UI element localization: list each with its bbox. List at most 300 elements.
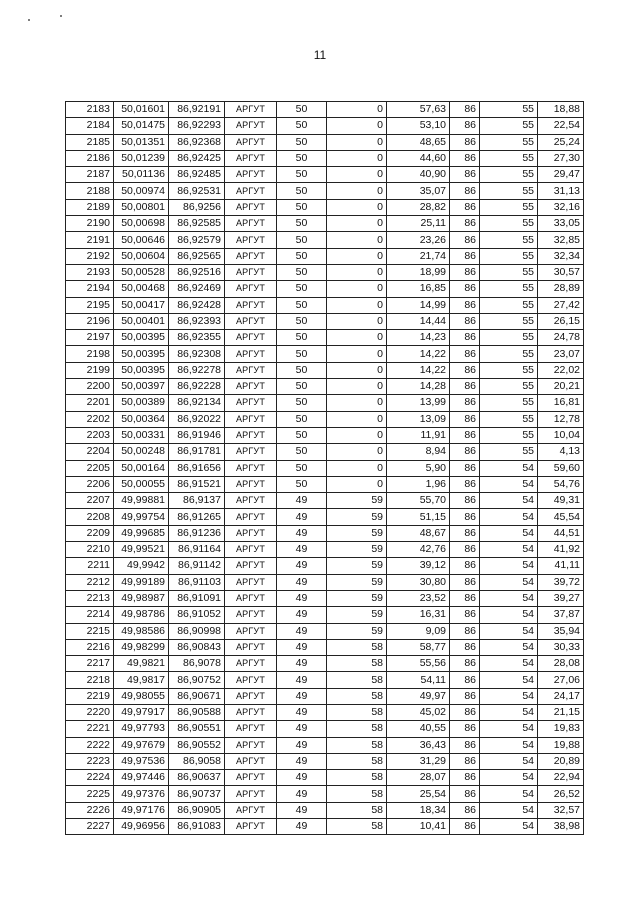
latitude-cell: 50,00397 <box>114 379 169 395</box>
lon-degrees-cell: 86 <box>450 167 480 183</box>
point-number-cell: 2197 <box>66 330 114 346</box>
lon-minutes-cell: 55 <box>480 411 538 427</box>
lon-degrees-cell: 86 <box>450 264 480 280</box>
lat-degrees-cell: 50 <box>277 248 327 264</box>
table-row <box>66 721 584 737</box>
point-number-cell: 2188 <box>66 183 114 199</box>
table-row <box>66 427 584 443</box>
lat-seconds-cell: 57,63 <box>387 102 450 118</box>
point-number-cell: 2212 <box>66 574 114 590</box>
longitude-cell: 86,92022 <box>169 411 225 427</box>
point-number-cell: 2200 <box>66 379 114 395</box>
lat-minutes-cell: 59 <box>327 558 387 574</box>
lat-seconds-cell: 58,77 <box>387 639 450 655</box>
lat-minutes-cell: 0 <box>327 395 387 411</box>
table-row <box>66 672 584 688</box>
longitude-cell: 86,9256 <box>169 199 225 215</box>
point-number-cell: 2220 <box>66 704 114 720</box>
lat-seconds-cell: 14,22 <box>387 346 450 362</box>
point-number-cell: 2184 <box>66 118 114 134</box>
longitude-cell: 86,92228 <box>169 379 225 395</box>
point-number-cell: 2194 <box>66 281 114 297</box>
point-number-cell: 2204 <box>66 444 114 460</box>
river-name-cell: АРГУТ <box>225 346 277 362</box>
latitude-cell: 50,00395 <box>114 346 169 362</box>
river-name-cell: АРГУТ <box>225 411 277 427</box>
river-name-cell: АРГУТ <box>225 460 277 476</box>
river-name-cell: АРГУТ <box>225 118 277 134</box>
lat-degrees-cell: 50 <box>277 411 327 427</box>
longitude-cell: 86,91656 <box>169 460 225 476</box>
lat-seconds-cell: 42,76 <box>387 542 450 558</box>
table-row <box>66 704 584 720</box>
lon-seconds-cell: 25,24 <box>538 134 584 150</box>
latitude-cell: 50,01601 <box>114 102 169 118</box>
point-number-cell: 2222 <box>66 737 114 753</box>
longitude-cell: 86,90998 <box>169 623 225 639</box>
lat-seconds-cell: 18,34 <box>387 802 450 818</box>
lon-degrees-cell: 86 <box>450 281 480 297</box>
lon-minutes-cell: 55 <box>480 379 538 395</box>
lat-seconds-cell: 31,29 <box>387 753 450 769</box>
lat-minutes-cell: 0 <box>327 346 387 362</box>
lon-minutes-cell: 55 <box>480 444 538 460</box>
river-name-cell: АРГУТ <box>225 264 277 280</box>
lon-minutes-cell: 55 <box>480 395 538 411</box>
lon-seconds-cell: 24,17 <box>538 688 584 704</box>
longitude-cell: 86,91781 <box>169 444 225 460</box>
longitude-cell: 86,90737 <box>169 786 225 802</box>
latitude-cell: 50,00401 <box>114 313 169 329</box>
lon-seconds-cell: 12,78 <box>538 411 584 427</box>
table-row <box>66 770 584 786</box>
longitude-cell: 86,91142 <box>169 558 225 574</box>
latitude-cell: 50,00801 <box>114 199 169 215</box>
lat-seconds-cell: 14,23 <box>387 330 450 346</box>
river-name-cell: АРГУТ <box>225 607 277 623</box>
lon-minutes-cell: 54 <box>480 819 538 835</box>
longitude-cell: 86,9058 <box>169 753 225 769</box>
lat-seconds-cell: 40,55 <box>387 721 450 737</box>
lon-minutes-cell: 55 <box>480 248 538 264</box>
latitude-cell: 50,01136 <box>114 167 169 183</box>
lon-minutes-cell: 55 <box>480 297 538 313</box>
lat-degrees-cell: 49 <box>277 509 327 525</box>
lat-degrees-cell: 49 <box>277 656 327 672</box>
lat-minutes-cell: 59 <box>327 607 387 623</box>
lon-minutes-cell: 54 <box>480 721 538 737</box>
table-row <box>66 558 584 574</box>
table-row <box>66 102 584 118</box>
longitude-cell: 86,90671 <box>169 688 225 704</box>
lon-seconds-cell: 31,13 <box>538 183 584 199</box>
table-row <box>66 216 584 232</box>
lon-minutes-cell: 54 <box>480 493 538 509</box>
lat-minutes-cell: 58 <box>327 819 387 835</box>
lon-minutes-cell: 54 <box>480 509 538 525</box>
lon-seconds-cell: 35,94 <box>538 623 584 639</box>
lat-seconds-cell: 14,99 <box>387 297 450 313</box>
latitude-cell: 49,98987 <box>114 590 169 606</box>
lon-seconds-cell: 28,08 <box>538 656 584 672</box>
point-number-cell: 2211 <box>66 558 114 574</box>
latitude-cell: 49,99881 <box>114 493 169 509</box>
latitude-cell: 50,00364 <box>114 411 169 427</box>
latitude-cell: 50,00974 <box>114 183 169 199</box>
longitude-cell: 86,90752 <box>169 672 225 688</box>
river-name-cell: АРГУТ <box>225 167 277 183</box>
lon-degrees-cell: 86 <box>450 574 480 590</box>
point-number-cell: 2210 <box>66 542 114 558</box>
longitude-cell: 86,92565 <box>169 248 225 264</box>
point-number-cell: 2189 <box>66 199 114 215</box>
lon-degrees-cell: 86 <box>450 672 480 688</box>
river-name-cell: АРГУТ <box>225 476 277 492</box>
lat-degrees-cell: 49 <box>277 737 327 753</box>
longitude-cell: 86,90551 <box>169 721 225 737</box>
longitude-cell: 86,92428 <box>169 297 225 313</box>
latitude-cell: 50,00389 <box>114 395 169 411</box>
lon-seconds-cell: 4,13 <box>538 444 584 460</box>
lat-minutes-cell: 58 <box>327 656 387 672</box>
lon-minutes-cell: 54 <box>480 623 538 639</box>
lon-degrees-cell: 86 <box>450 216 480 232</box>
point-number-cell: 2193 <box>66 264 114 280</box>
lon-seconds-cell: 27,30 <box>538 150 584 166</box>
longitude-cell: 86,91236 <box>169 525 225 541</box>
longitude-cell: 86,92308 <box>169 346 225 362</box>
lat-degrees-cell: 49 <box>277 786 327 802</box>
point-number-cell: 2187 <box>66 167 114 183</box>
lon-degrees-cell: 86 <box>450 721 480 737</box>
point-number-cell: 2209 <box>66 525 114 541</box>
point-number-cell: 2198 <box>66 346 114 362</box>
latitude-cell: 50,01351 <box>114 134 169 150</box>
lat-minutes-cell: 0 <box>327 216 387 232</box>
lat-degrees-cell: 50 <box>277 118 327 134</box>
latitude-cell: 49,97176 <box>114 802 169 818</box>
lon-minutes-cell: 55 <box>480 199 538 215</box>
lon-seconds-cell: 33,05 <box>538 216 584 232</box>
table-row <box>66 574 584 590</box>
lat-degrees-cell: 50 <box>277 264 327 280</box>
latitude-cell: 49,98299 <box>114 639 169 655</box>
lat-degrees-cell: 50 <box>277 395 327 411</box>
lon-seconds-cell: 16,81 <box>538 395 584 411</box>
table-row <box>66 118 584 134</box>
lat-minutes-cell: 58 <box>327 737 387 753</box>
point-number-cell: 2206 <box>66 476 114 492</box>
lon-minutes-cell: 54 <box>480 802 538 818</box>
river-name-cell: АРГУТ <box>225 297 277 313</box>
lat-seconds-cell: 5,90 <box>387 460 450 476</box>
longitude-cell: 86,91083 <box>169 819 225 835</box>
lat-degrees-cell: 49 <box>277 558 327 574</box>
lat-degrees-cell: 49 <box>277 525 327 541</box>
point-number-cell: 2225 <box>66 786 114 802</box>
lon-minutes-cell: 54 <box>480 639 538 655</box>
lat-seconds-cell: 25,54 <box>387 786 450 802</box>
lon-degrees-cell: 86 <box>450 639 480 655</box>
lon-seconds-cell: 32,57 <box>538 802 584 818</box>
river-name-cell: АРГУТ <box>225 281 277 297</box>
latitude-cell: 50,00417 <box>114 297 169 313</box>
lon-degrees-cell: 86 <box>450 248 480 264</box>
lon-degrees-cell: 86 <box>450 362 480 378</box>
lon-minutes-cell: 54 <box>480 770 538 786</box>
table-row <box>66 688 584 704</box>
river-name-cell: АРГУТ <box>225 672 277 688</box>
lat-degrees-cell: 49 <box>277 607 327 623</box>
point-number-cell: 2208 <box>66 509 114 525</box>
lon-seconds-cell: 28,89 <box>538 281 584 297</box>
longitude-cell: 86,92425 <box>169 150 225 166</box>
river-name-cell: АРГУТ <box>225 786 277 802</box>
scan-speck <box>28 19 30 21</box>
lon-degrees-cell: 86 <box>450 770 480 786</box>
lon-minutes-cell: 55 <box>480 167 538 183</box>
lat-seconds-cell: 21,74 <box>387 248 450 264</box>
table-row <box>66 802 584 818</box>
lon-degrees-cell: 86 <box>450 786 480 802</box>
lat-degrees-cell: 50 <box>277 330 327 346</box>
point-number-cell: 2185 <box>66 134 114 150</box>
river-name-cell: АРГУТ <box>225 362 277 378</box>
latitude-cell: 49,9821 <box>114 656 169 672</box>
longitude-cell: 86,9137 <box>169 493 225 509</box>
lat-minutes-cell: 58 <box>327 802 387 818</box>
longitude-cell: 86,91946 <box>169 427 225 443</box>
table-row <box>66 460 584 476</box>
lat-seconds-cell: 9,09 <box>387 623 450 639</box>
table-row <box>66 607 584 623</box>
table-row <box>66 509 584 525</box>
longitude-cell: 86,92469 <box>169 281 225 297</box>
lat-minutes-cell: 59 <box>327 542 387 558</box>
table-row <box>66 232 584 248</box>
latitude-cell: 49,97536 <box>114 753 169 769</box>
lon-seconds-cell: 22,54 <box>538 118 584 134</box>
lon-seconds-cell: 32,34 <box>538 248 584 264</box>
river-name-cell: АРГУТ <box>225 199 277 215</box>
longitude-cell: 86,90588 <box>169 704 225 720</box>
lat-seconds-cell: 48,67 <box>387 525 450 541</box>
lon-minutes-cell: 55 <box>480 102 538 118</box>
river-name-cell: АРГУТ <box>225 656 277 672</box>
point-number-cell: 2186 <box>66 150 114 166</box>
lon-degrees-cell: 86 <box>450 199 480 215</box>
river-name-cell: АРГУТ <box>225 704 277 720</box>
lon-seconds-cell: 26,52 <box>538 786 584 802</box>
lon-degrees-cell: 86 <box>450 590 480 606</box>
latitude-cell: 50,00604 <box>114 248 169 264</box>
lat-seconds-cell: 55,56 <box>387 656 450 672</box>
latitude-cell: 50,00698 <box>114 216 169 232</box>
lon-seconds-cell: 24,78 <box>538 330 584 346</box>
lon-seconds-cell: 37,87 <box>538 607 584 623</box>
lat-seconds-cell: 45,02 <box>387 704 450 720</box>
lat-degrees-cell: 49 <box>277 672 327 688</box>
lat-minutes-cell: 0 <box>327 427 387 443</box>
table-row <box>66 542 584 558</box>
point-number-cell: 2199 <box>66 362 114 378</box>
point-number-cell: 2216 <box>66 639 114 655</box>
lon-degrees-cell: 86 <box>450 704 480 720</box>
lat-minutes-cell: 0 <box>327 379 387 395</box>
lon-minutes-cell: 55 <box>480 134 538 150</box>
point-number-cell: 2215 <box>66 623 114 639</box>
lat-degrees-cell: 50 <box>277 427 327 443</box>
table-row <box>66 199 584 215</box>
table-row <box>66 411 584 427</box>
lon-seconds-cell: 18,88 <box>538 102 584 118</box>
river-name-cell: АРГУТ <box>225 216 277 232</box>
river-name-cell: АРГУТ <box>225 379 277 395</box>
lat-seconds-cell: 18,99 <box>387 264 450 280</box>
lat-seconds-cell: 23,26 <box>387 232 450 248</box>
table-row <box>66 525 584 541</box>
lon-minutes-cell: 55 <box>480 216 538 232</box>
lon-seconds-cell: 20,89 <box>538 753 584 769</box>
latitude-cell: 50,01475 <box>114 118 169 134</box>
river-name-cell: АРГУТ <box>225 427 277 443</box>
point-number-cell: 2217 <box>66 656 114 672</box>
lat-seconds-cell: 53,10 <box>387 118 450 134</box>
river-name-cell: АРГУТ <box>225 248 277 264</box>
lat-seconds-cell: 14,44 <box>387 313 450 329</box>
lon-minutes-cell: 54 <box>480 786 538 802</box>
lon-minutes-cell: 55 <box>480 427 538 443</box>
latitude-cell: 49,98586 <box>114 623 169 639</box>
river-name-cell: АРГУТ <box>225 183 277 199</box>
longitude-cell: 86,92516 <box>169 264 225 280</box>
lon-seconds-cell: 54,76 <box>538 476 584 492</box>
lon-seconds-cell: 49,31 <box>538 493 584 509</box>
longitude-cell: 86,92355 <box>169 330 225 346</box>
lat-seconds-cell: 16,31 <box>387 607 450 623</box>
lon-degrees-cell: 86 <box>450 150 480 166</box>
lon-seconds-cell: 20,21 <box>538 379 584 395</box>
lon-seconds-cell: 39,27 <box>538 590 584 606</box>
lat-seconds-cell: 55,70 <box>387 493 450 509</box>
lat-seconds-cell: 23,52 <box>387 590 450 606</box>
table-row <box>66 248 584 264</box>
lat-degrees-cell: 50 <box>277 460 327 476</box>
lat-minutes-cell: 0 <box>327 199 387 215</box>
river-name-cell: АРГУТ <box>225 313 277 329</box>
lon-minutes-cell: 54 <box>480 558 538 574</box>
lat-seconds-cell: 13,09 <box>387 411 450 427</box>
lon-minutes-cell: 54 <box>480 525 538 541</box>
latitude-cell: 49,97376 <box>114 786 169 802</box>
scan-speck <box>60 15 62 17</box>
latitude-cell: 50,00395 <box>114 362 169 378</box>
lat-degrees-cell: 49 <box>277 770 327 786</box>
lat-seconds-cell: 48,65 <box>387 134 450 150</box>
river-name-cell: АРГУТ <box>225 395 277 411</box>
lat-minutes-cell: 0 <box>327 297 387 313</box>
lon-degrees-cell: 86 <box>450 509 480 525</box>
lon-seconds-cell: 38,98 <box>538 819 584 835</box>
lon-degrees-cell: 86 <box>450 379 480 395</box>
lat-seconds-cell: 1,96 <box>387 476 450 492</box>
point-number-cell: 2192 <box>66 248 114 264</box>
lat-minutes-cell: 0 <box>327 102 387 118</box>
lat-degrees-cell: 50 <box>277 476 327 492</box>
point-number-cell: 2201 <box>66 395 114 411</box>
lat-degrees-cell: 49 <box>277 688 327 704</box>
lat-degrees-cell: 50 <box>277 297 327 313</box>
latitude-cell: 50,01239 <box>114 150 169 166</box>
lat-degrees-cell: 49 <box>277 639 327 655</box>
table-row <box>66 819 584 835</box>
table-row <box>66 737 584 753</box>
lon-minutes-cell: 55 <box>480 264 538 280</box>
point-number-cell: 2214 <box>66 607 114 623</box>
longitude-cell: 86,92134 <box>169 395 225 411</box>
lon-degrees-cell: 86 <box>450 607 480 623</box>
lon-minutes-cell: 54 <box>480 607 538 623</box>
lat-seconds-cell: 13,99 <box>387 395 450 411</box>
river-name-cell: АРГУТ <box>225 590 277 606</box>
lat-seconds-cell: 51,15 <box>387 509 450 525</box>
lat-seconds-cell: 14,22 <box>387 362 450 378</box>
point-number-cell: 2226 <box>66 802 114 818</box>
table-row <box>66 395 584 411</box>
table-row <box>66 476 584 492</box>
lon-minutes-cell: 54 <box>480 656 538 672</box>
table-row <box>66 639 584 655</box>
lat-minutes-cell: 59 <box>327 525 387 541</box>
latitude-cell: 49,97917 <box>114 704 169 720</box>
point-number-cell: 2196 <box>66 313 114 329</box>
lon-degrees-cell: 86 <box>450 476 480 492</box>
lat-seconds-cell: 16,85 <box>387 281 450 297</box>
river-name-cell: АРГУТ <box>225 509 277 525</box>
longitude-cell: 86,91052 <box>169 607 225 623</box>
lon-seconds-cell: 41,92 <box>538 542 584 558</box>
lon-seconds-cell: 45,54 <box>538 509 584 525</box>
latitude-cell: 49,9942 <box>114 558 169 574</box>
lon-minutes-cell: 55 <box>480 118 538 134</box>
longitude-cell: 86,92485 <box>169 167 225 183</box>
table-row <box>66 134 584 150</box>
page-number: 11 <box>313 48 327 62</box>
latitude-cell: 50,00164 <box>114 460 169 476</box>
lon-degrees-cell: 86 <box>450 525 480 541</box>
lon-seconds-cell: 22,02 <box>538 362 584 378</box>
lon-seconds-cell: 21,15 <box>538 704 584 720</box>
point-number-cell: 2203 <box>66 427 114 443</box>
river-name-cell: АРГУТ <box>225 623 277 639</box>
river-name-cell: АРГУТ <box>225 525 277 541</box>
table-row <box>66 150 584 166</box>
river-name-cell: АРГУТ <box>225 819 277 835</box>
lon-seconds-cell: 59,60 <box>538 460 584 476</box>
table-row <box>66 379 584 395</box>
latitude-cell: 49,99189 <box>114 574 169 590</box>
lat-seconds-cell: 25,11 <box>387 216 450 232</box>
lon-degrees-cell: 86 <box>450 346 480 362</box>
lon-degrees-cell: 86 <box>450 427 480 443</box>
table-row <box>66 281 584 297</box>
lat-seconds-cell: 14,28 <box>387 379 450 395</box>
latitude-cell: 49,97446 <box>114 770 169 786</box>
lon-degrees-cell: 86 <box>450 802 480 818</box>
longitude-cell: 86,9078 <box>169 656 225 672</box>
lat-minutes-cell: 58 <box>327 770 387 786</box>
latitude-cell: 50,00248 <box>114 444 169 460</box>
